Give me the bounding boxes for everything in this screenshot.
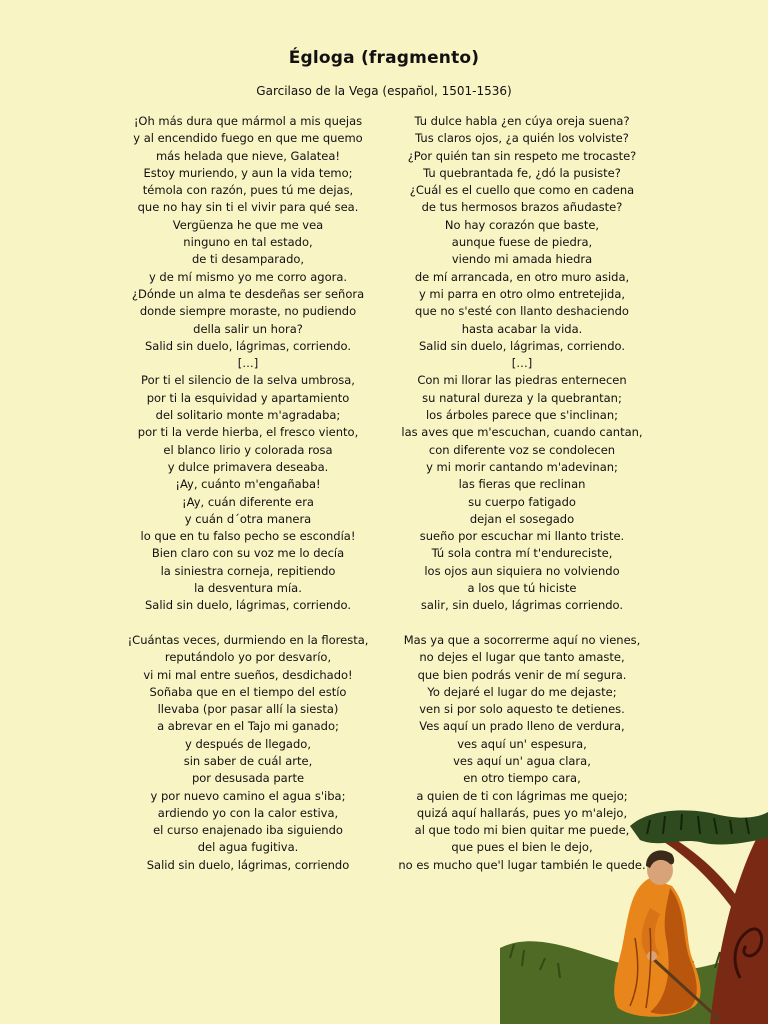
verse-line: por ti la verde hierba, el fresco viento, [137, 425, 359, 440]
verse-line: las aves que m'escuchan, cuando cantan, [401, 425, 643, 440]
verse-line: de tus hermosos brazos añudaste? [421, 200, 623, 215]
verse-line: su cuerpo fatigado [468, 494, 576, 509]
verse-line: y por nuevo camino el agua s'iba; [150, 788, 346, 803]
verse-line: Tus claros ojos, ¿a quién los volviste? [415, 131, 629, 146]
verse-line: témola con razón, pues tú me dejas, [142, 183, 354, 198]
verse-line: y al encendido fuego en que me quemo [133, 131, 363, 146]
verse-line: Vergüenza he que me vea [172, 217, 324, 232]
verse-line: Estoy muriendo, y aun la vida temo; [143, 165, 353, 180]
verse-line: ¡Ay, cuán diferente era [182, 494, 314, 509]
verse-line: la siniestra corneja, repitiendo [160, 563, 336, 578]
verse-line: por ti la esquividad y apartamiento [146, 390, 350, 405]
verse-line: sin saber de cuál arte, [183, 753, 313, 768]
verse-line: ves aquí un' agua clara, [453, 753, 591, 768]
verse-line: y dulce primavera deseaba. [167, 459, 329, 474]
verse-line: della salir un hora? [193, 321, 303, 336]
verse-line: ¿Dónde un alma te desdeñas ser señora [131, 286, 365, 301]
verse-line: y de mí mismo yo me corro agora. [148, 269, 348, 284]
verse-line: ¿Por quién tan sin respeto me trocaste? [407, 148, 637, 163]
verse-line: al que todo mi bien quitar me puede, [414, 823, 630, 838]
verse-line: las fieras que reclinan [458, 477, 586, 492]
verse-line: Tu dulce habla ¿en cúya oreja suena? [414, 114, 630, 128]
stanza [357, 113, 687, 615]
verse-line: con diferente voz se condolecen [428, 442, 616, 457]
verse-line: hasta acabar la vida. [461, 321, 583, 336]
verse-line: […] [511, 356, 533, 371]
verse-line: dejan el sosegado [469, 511, 575, 526]
verse-line: Por ti el silencio de la selva umbrosa, [141, 373, 355, 388]
verse-line: ¡Cuántas veces, durmiendo en la floresta, [127, 632, 369, 647]
verse-line: reputándolo yo por desvarío, [164, 650, 332, 665]
verse-line: Yo dejaré el lugar do me dejaste; [427, 684, 617, 699]
verse-line: su natural dureza y la quebrantan; [422, 390, 622, 405]
verse-line: que pues el bien le dejo, [451, 840, 593, 855]
verse-line: ven si por solo aquesto te detienes. [419, 702, 625, 717]
verse-line: ardiendo yo con la calor estiva, [157, 805, 339, 820]
verse-line: de mí arrancada, en otro muro asida, [414, 269, 630, 284]
verse-line: que no s'esté con llanto deshaciendo [415, 304, 629, 319]
verse-line: lo que en tu falso pecho se escondía! [140, 529, 356, 544]
verse-line: Ves aquí un prado lleno de verdura, [419, 719, 625, 734]
verse-line: el blanco lirio y colorada rosa [163, 442, 333, 457]
verse-line: y cuán d´otra manera [184, 511, 312, 526]
verse-line: del solitario monte m'agradaba; [155, 408, 341, 423]
verse-line: que bien podrás venir de mí segura. [417, 667, 627, 682]
verse-line: vi mi mal entre sueños, desdichado! [143, 667, 353, 682]
verse-line: Bien claro con su voz me lo decía [151, 546, 345, 561]
verse-line: quizá aquí hallarás, pues yo m'alejo, [416, 805, 628, 820]
poem-column-right [357, 113, 687, 874]
verse-line: Salid sin duelo, lágrimas, corriendo. [418, 338, 625, 353]
verse-line: ¡Ay, cuánto m'engañaba! [175, 477, 321, 492]
verse-line: Salid sin duelo, lágrimas, corriendo. [144, 598, 351, 613]
verse-line: Soñaba que en el tiempo del estío [149, 684, 347, 699]
verse-line: Con mi llorar las piedras enternecen [417, 373, 627, 388]
verse-line: y mi parra en otro olmo entretejida, [418, 286, 626, 301]
verse-line: que no hay sin ti el vivir para qué sea. [137, 200, 359, 215]
verse-line: ¿Cuál es el cuello que como en cadena [409, 183, 635, 198]
verse-line: Tú sola contra mí t'endureciste, [431, 546, 613, 561]
verse-line: y mi morir cantando m'adevinan; [426, 459, 618, 474]
verse-line: viendo mi amada hiedra [451, 252, 593, 267]
verse-line: Salid sin duelo, lágrimas, corriendo [146, 857, 350, 872]
verse-line: Tu quebrantada fe, ¿dó la pusiste? [423, 165, 621, 180]
shepherd-illustration [500, 808, 768, 1024]
page-title: Égloga (fragmento) [288, 48, 480, 68]
verse-line: más helada que nieve, Galatea! [155, 148, 341, 163]
verse-line: donde siempre moraste, no pudiendo [139, 304, 357, 319]
verse-line: el curso enajenado iba siguiendo [153, 823, 343, 838]
figure-hand [647, 951, 657, 961]
verse-line: no es mucho que'l lugar también le quede. [398, 857, 646, 872]
verse-line: en otro tiempo cara, [463, 771, 581, 786]
verse-line: salir, sin duelo, lágrimas corriendo. [420, 598, 624, 613]
verse-line: ves aquí un' espesura, [457, 736, 587, 751]
verse-line: a quien de ti con lágrimas me quejo; [416, 788, 628, 803]
verse-line: no dejes el lugar que tanto amaste, [419, 650, 625, 665]
verse-line: la desventura mía. [194, 581, 302, 596]
verse-line: y después de llegado, [185, 736, 311, 751]
verse-line: los árboles parece que s'inclinan; [425, 408, 619, 423]
verse-line: sueño por escuchar mi llanto triste. [419, 529, 625, 544]
verse-line: Salid sin duelo, lágrimas, corriendo. [144, 338, 351, 353]
verse-line: aunque fuese de piedra, [451, 235, 593, 250]
verse-line: a los que tú hiciste [467, 581, 577, 596]
author-subtitle: Garcilaso de la Vega (español, 1501-1536) [256, 84, 512, 98]
verse-line: No hay corazón que baste, [444, 217, 600, 232]
verse-line: ninguno en tal estado, [183, 235, 313, 250]
verse-line: […] [237, 356, 259, 371]
verse-line: ¡Oh más dura que mármol a mis quejas [133, 114, 363, 128]
verse-line: de ti desamparado, [191, 252, 305, 267]
verse-line: llevaba (por pasar allí la siesta) [157, 702, 339, 717]
tree-trunk [710, 828, 768, 1024]
verse-line: Mas ya que a socorrerme aquí no vienes, [403, 632, 641, 647]
verse-line: los ojos aun siquiera no volviendo [424, 563, 620, 578]
verse-line: a abrevar en el Tajo mi ganado; [157, 719, 339, 734]
verse-line: por desusada parte [191, 771, 305, 786]
verse-line: del agua fugitiva. [197, 840, 299, 855]
